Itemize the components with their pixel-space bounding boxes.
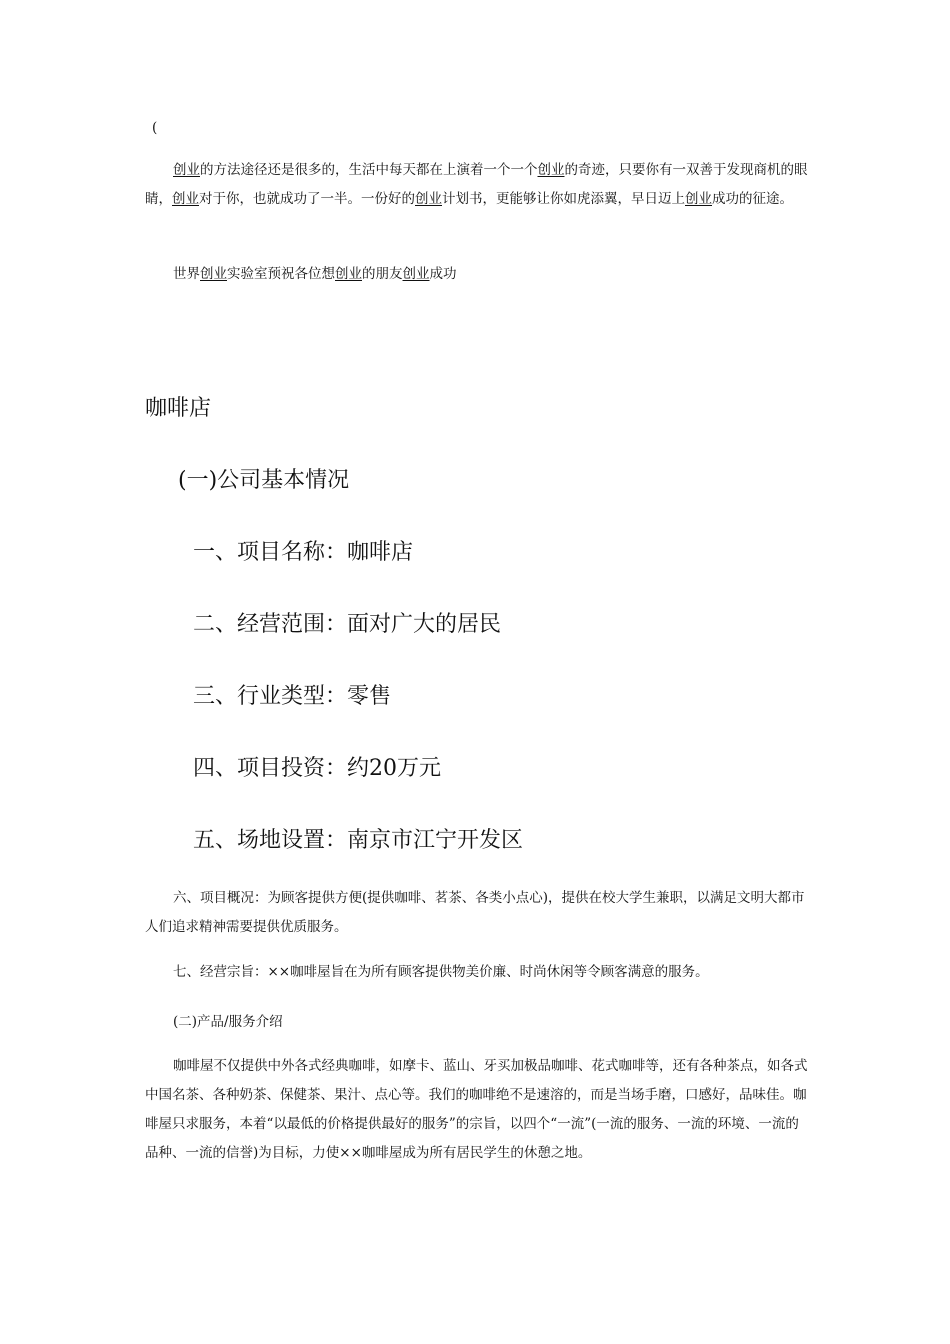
underlined-keyword: 创业 xyxy=(173,162,200,178)
item-project-name: 一、项目名称：咖啡店 xyxy=(193,540,414,565)
underlined-keyword: 创业 xyxy=(335,266,362,282)
text-run: 成功 xyxy=(429,266,457,282)
text-run: 的奇迹，只要你有一双善于发现商机的眼睛， xyxy=(145,162,808,207)
text-run: 计划书，更能够让你如虎添翼，早日迈上 xyxy=(442,191,685,207)
underlined-keyword: 创业 xyxy=(172,191,199,207)
underlined-keyword: 创业 xyxy=(402,266,430,282)
item-investment: 四、项目投资：约20万元 xyxy=(193,756,441,781)
text-run: 对于你，也就成功了一半。一份好的 xyxy=(199,191,415,207)
stray-bracket: ( xyxy=(152,120,158,136)
product-description: 咖啡屋不仅提供中外各式经典咖啡，如摩卡、蓝山、牙买加极品咖啡、花式咖啡等，还有各种茶点，如各式中国名茶、各种奶茶、保健茶、果汁、点心等。我们的咖啡绝不是速溶的，而是当场手磨，口感好，品味佳。咖啡屋只求服务，本着“以最低的价格提供最好的服务”的宗旨，以四个“一流”(一流的服务、一流的环境、一流的品种、一流的信誉)为目标，力使××咖啡屋成为所有居民学生的休憩之地。 xyxy=(145,1058,808,1161)
underlined-keyword: 创业 xyxy=(415,191,442,207)
section-heading-basic-info: (一)公司基本情况 xyxy=(178,468,350,493)
text-run: 的朋友 xyxy=(362,266,403,282)
item-business-scope: 二、经营范围：面对广大的居民 xyxy=(193,612,502,637)
underlined-keyword: 创业 xyxy=(200,266,227,282)
underlined-keyword: 创业 xyxy=(685,191,712,207)
item-project-overview: 六、项目概况：为顾客提供方便(提供咖啡、茗茶、各类小点心)，提供在校大学生兼职，以满足文明大都市人们追求精神需要提供优质服务。 xyxy=(145,890,805,935)
item-industry-type: 三、行业类型：零售 xyxy=(193,684,392,709)
text-run: 成功的征途。 xyxy=(712,191,793,207)
intro-paragraph-2 xyxy=(145,260,810,289)
text-run: 世界 xyxy=(173,266,200,282)
item-location: 五、场地设置：南京市江宁开发区 xyxy=(193,828,524,853)
intro-paragraph-1 xyxy=(145,156,810,214)
document-title: 咖啡店 xyxy=(145,396,212,421)
item-business-purpose: 七、经营宗旨：××咖啡屋旨在为所有顾客提供物美价廉、时尚休闲等令顾客满意的服务。 xyxy=(173,964,709,980)
text-run: 的方法途径还是很多的，生活中每天都在上演着一个一个 xyxy=(200,162,538,178)
underlined-keyword: 创业 xyxy=(537,162,565,178)
section-heading-products: (二)产品/服务介绍 xyxy=(173,1014,283,1030)
text-run: 实验室预祝各位想 xyxy=(227,266,335,282)
